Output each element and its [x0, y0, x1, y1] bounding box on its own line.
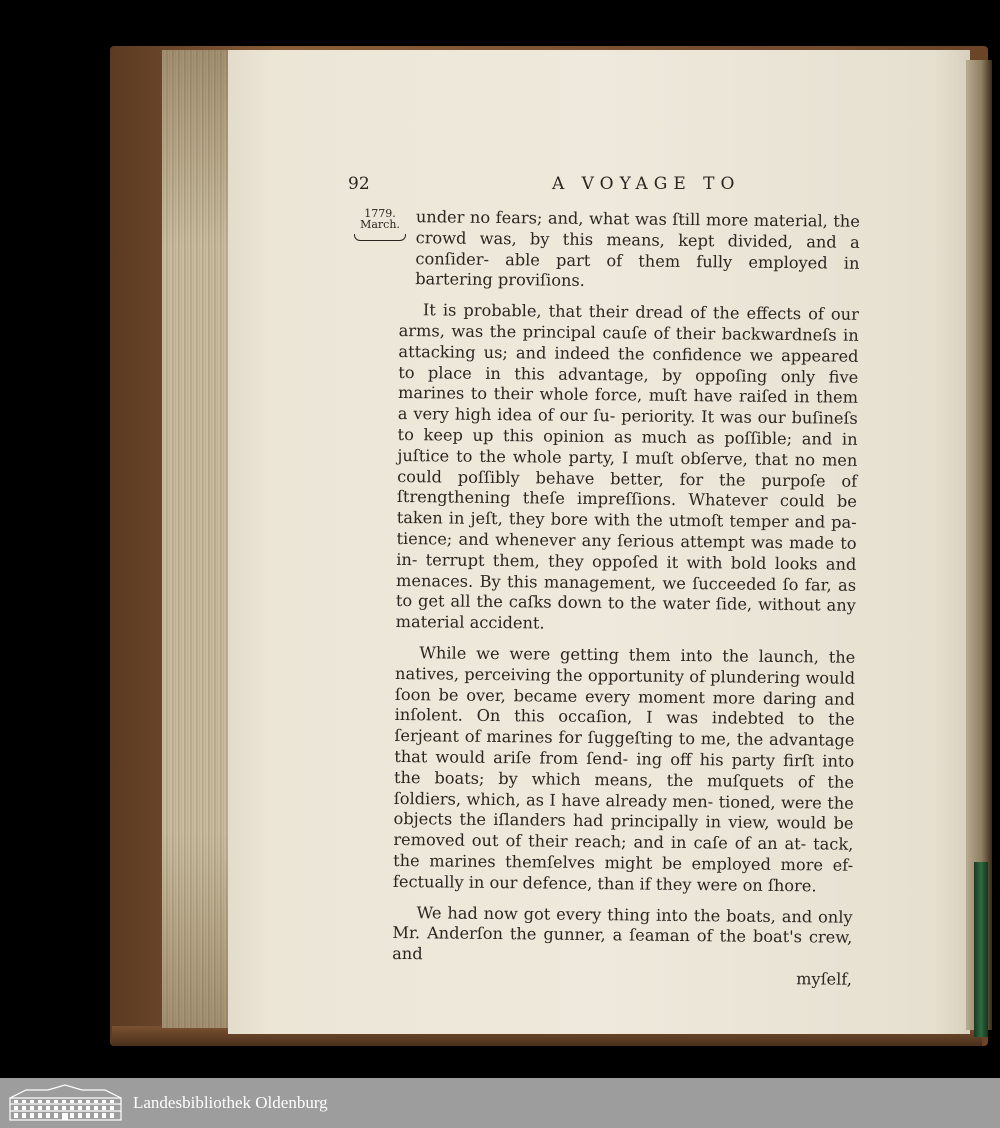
paragraph: It is probable, that their dread of the effects of our arms, was the principal cauſe of their backwardneſs in attacking us; and indeed the confidence we appeared to place in this advantage, by oppoſing only five marines to their whole force, muſt have raiſed in them a very high idea of our ſu- periority. It was our buſineſs to keep up this opinion as much as poſſible; and in juſtice to the whole party, I muſt obſerve, that no men could poſſibly behave better, for the purpoſe of ſtrengthening theſe impreſſions. Whatever could be taken in jeſt, they bore with the utmoſt temper and pa- tience; and whenever any ſerious attempt was made to in- terrupt them, they oppoſed it with bold looks and menaces. By this management, we ſucceeded ſo far, as to get all the caſks down to the water ſide, without any material accident. [395, 300, 859, 633]
margin-note-month: March. [360, 218, 400, 231]
body-text [392, 207, 860, 990]
paragraph: While we were getting them into the launch, the natives, perceiving the opportunity of plundering would ſoon be over, became every moment more daring and inſolent. On this occaſion, I was indebted to the ſerjeant of marines for ſuggeſting to me, the advantage that would ariſe from ſend- ing off his party firſt into the boats; by which means, the muſquets of the ſoldiers, which, as I have already men- tioned, were the objects the iſlanders had principally in view, would be removed out of their reach; and in caſe of an at- tack, the marines themſelves might be employed more ef- fectually in our defence, than if they were on ſhore. [392, 643, 856, 896]
margin-brace [354, 234, 406, 241]
library-building-logo [8, 1084, 123, 1122]
library-name[interactable]: Landesbibliothek Oldenburg [133, 1093, 328, 1112]
catchword: myſelf, [796, 969, 853, 989]
running-head: A VOYAGE TO [552, 174, 741, 194]
margin-note [354, 208, 406, 241]
page-number: 92 [348, 174, 370, 194]
footer-bar [0, 1078, 1000, 1128]
paragraph: under no fears; and, what was ſtill more material, the crowd was, by this means, kept divided, and a conſider- able part of them fully employed in bartering proviſions. [415, 207, 860, 291]
margin-note-year: 1779. [364, 207, 396, 220]
bookmark-ribbon [974, 862, 988, 1037]
paragraph: We had now got every thing into the boats, and only Mr. Anderſon the gunner, a ſeaman of the boat's crew, and [392, 902, 853, 964]
